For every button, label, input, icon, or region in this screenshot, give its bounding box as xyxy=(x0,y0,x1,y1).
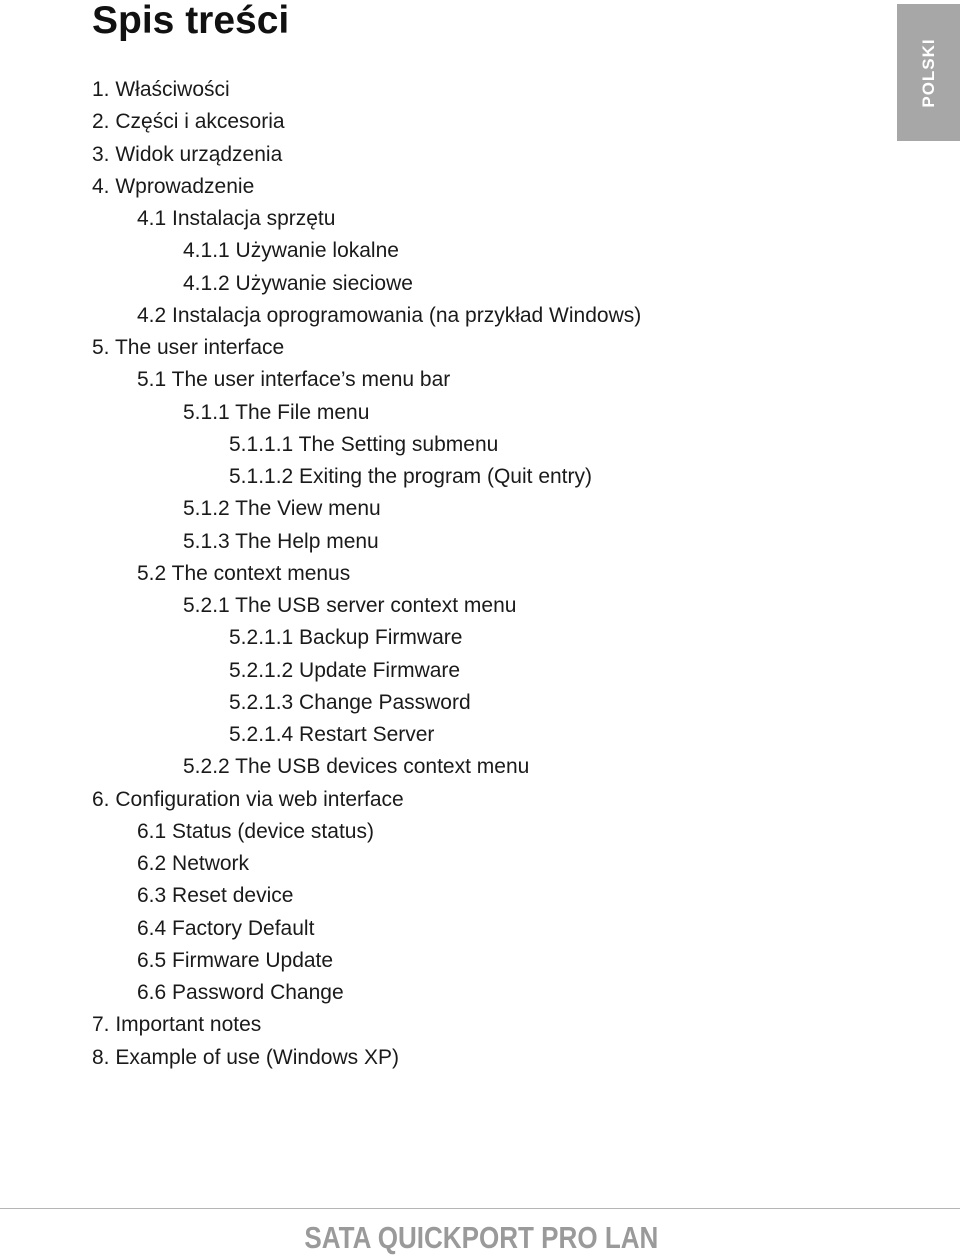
toc-entry: 5.1.3 The Help menu xyxy=(183,529,379,553)
toc-entry: 5. The user interface xyxy=(92,336,285,359)
toc-entry: 5.1.1 The File menu xyxy=(183,400,370,424)
toc-entry: 5.2.1.1 Backup Firmware xyxy=(229,626,463,650)
toc-entry: 5.1.1.2 Exiting the program (Quit entry) xyxy=(229,465,592,488)
language-tab xyxy=(897,4,960,141)
table-of-contents xyxy=(0,74,880,1074)
toc-entry: 5.2.1.4 Restart Server xyxy=(229,723,435,746)
toc-entry: 7. Important notes xyxy=(92,1013,262,1037)
footer-divider xyxy=(0,1208,960,1209)
toc-entry: 3. Widok urządzenia xyxy=(92,142,283,166)
toc-entry: 4.1.1 Używanie lokalne xyxy=(183,239,399,263)
toc-entry: 5.1.2 The View menu xyxy=(183,497,381,521)
toc-entry: 6.1 Status (device status) xyxy=(137,819,374,843)
footer-product-name: SATA QUICKPORT PRO LAN xyxy=(304,1220,658,1255)
toc-entry: 4.1 Instalacja sprzętu xyxy=(137,207,336,230)
toc-entry: 6.2 Network xyxy=(137,852,250,875)
toc-entry: 5.2 The context menus xyxy=(137,561,351,585)
toc-entry: 5.2.1 The USB server context menu xyxy=(183,594,517,617)
toc-entry: 6.3 Reset device xyxy=(137,884,294,908)
toc-entry: 5.2.2 The USB devices context menu xyxy=(183,755,530,779)
toc-entry: 6.4 Factory Default xyxy=(137,916,315,940)
toc-entry: 5.1 The user interface’s menu bar xyxy=(137,368,451,392)
language-tab-label: POLSKI xyxy=(918,37,938,108)
page-title: Spis treści xyxy=(92,0,290,42)
toc-entry: 2. Części i akcesoria xyxy=(92,110,285,134)
toc-entry: 6.6 Password Change xyxy=(137,981,344,1004)
toc-entry: 6. Configuration via web interface xyxy=(92,787,404,811)
toc-entry: 8. Example of use (Windows XP) xyxy=(92,1045,399,1069)
toc-entry: 4. Wprowadzenie xyxy=(92,174,255,198)
toc-entry: 5.2.1.3 Change Password xyxy=(229,690,471,714)
toc-entry: 4.1.2 Używanie sieciowe xyxy=(183,271,413,295)
toc-entry: 6.5 Firmware Update xyxy=(137,948,334,972)
toc-entry: 4.2 Instalacja oprogramowania (na przykład Windows) xyxy=(137,303,642,327)
toc-entry: 5.2.1.2 Update Firmware xyxy=(229,658,461,682)
toc-entry: 5.1.1.1 The Setting submenu xyxy=(229,432,499,456)
toc-entry: 1. Właściwości xyxy=(92,78,230,101)
